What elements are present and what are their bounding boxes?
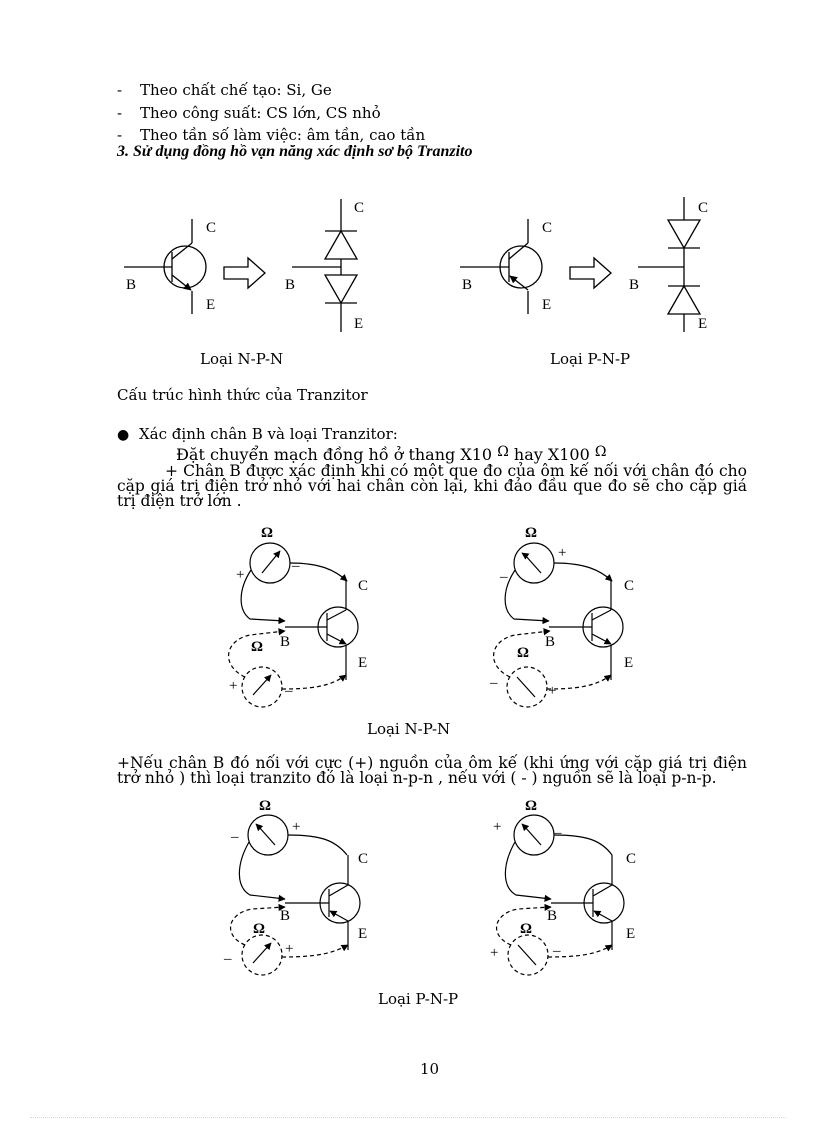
page-bottom-rule bbox=[30, 1117, 786, 1118]
terminal-label: B bbox=[547, 908, 558, 924]
polarity-sign: + bbox=[493, 819, 502, 835]
polarity-sign: + bbox=[548, 683, 557, 699]
polarity-sign: + bbox=[229, 678, 238, 694]
terminal-label: E bbox=[206, 297, 216, 313]
terminal-label: E bbox=[354, 316, 364, 332]
caption-meas-pnp: Loại P-N-P bbox=[378, 990, 459, 1008]
terminal-label: B bbox=[462, 277, 473, 293]
list-marker: - bbox=[117, 104, 123, 122]
terminal-label: C bbox=[206, 220, 217, 236]
rule-type-paragraph: +Nếu chân B đó nối với cực (+) nguồn của ôm kế (khi ứng với cặp giá trị điện trở nhỏ ) thì loại tranzito đó là loại n-p-n , nếu với ( - ) nguồn sẽ là loại p-n-p. bbox=[117, 754, 747, 787]
ohm-symbol: Ω bbox=[251, 639, 264, 655]
terminal-label: B bbox=[285, 277, 296, 293]
measurement-diagram-pnp bbox=[0, 795, 816, 990]
polarity-sign: – bbox=[224, 951, 232, 967]
scale-text-2: hay X100 bbox=[513, 445, 590, 464]
ohm-symbol: Ω bbox=[525, 525, 538, 541]
list-item bbox=[117, 126, 426, 144]
caption-npn: Loại N-P-N bbox=[200, 350, 284, 368]
terminal-label: E bbox=[626, 926, 636, 942]
hollow-arrow-icon bbox=[570, 258, 611, 288]
ohmmeter-icon bbox=[514, 815, 554, 855]
terminal-label: E bbox=[542, 297, 552, 313]
polarity-sign: – bbox=[292, 558, 300, 574]
list-item bbox=[117, 104, 381, 122]
terminal-label: C bbox=[698, 200, 709, 216]
list-marker: - bbox=[117, 126, 123, 144]
terminal-label: C bbox=[626, 851, 637, 867]
ohmmeter-icon bbox=[514, 543, 554, 583]
polarity-sign: – bbox=[285, 683, 293, 699]
ohm-symbol: Ω bbox=[497, 444, 509, 460]
bullet-heading: Xác định chân B và loại Tranzitor: bbox=[139, 425, 398, 443]
polarity-sign: + bbox=[490, 945, 499, 961]
structure-caption: Cấu trúc hình thức của Tranzitor bbox=[117, 386, 368, 404]
ohmmeter-icon bbox=[508, 935, 548, 975]
ohmmeter-icon bbox=[242, 935, 282, 975]
polarity-sign: – bbox=[553, 943, 561, 959]
polarity-sign: – bbox=[490, 675, 498, 691]
terminal-label: C bbox=[624, 578, 635, 594]
hollow-arrow-icon bbox=[224, 258, 265, 288]
list-item-text: Theo công suất: CS lớn, CS nhỏ bbox=[140, 104, 381, 122]
caption-meas-npn: Loại N-P-N bbox=[367, 720, 451, 738]
terminal-label: B bbox=[126, 277, 137, 293]
scale-text-1: Đặt chuyển mạch đồng hồ ở thang X10 bbox=[176, 445, 493, 464]
list-item-text: Theo tần số làm việc: âm tần, cao tần bbox=[140, 126, 426, 144]
ohm-symbol: Ω bbox=[253, 921, 266, 937]
polarity-sign: + bbox=[292, 819, 301, 835]
polarity-sign: – bbox=[554, 825, 562, 841]
bullet-dot-icon: ● bbox=[117, 427, 130, 443]
terminal-label: C bbox=[358, 851, 369, 867]
terminal-label: C bbox=[354, 200, 365, 216]
terminal-label: E bbox=[698, 316, 708, 332]
polarity-sign: – bbox=[500, 569, 508, 585]
list-item bbox=[117, 81, 332, 99]
ohm-symbol: Ω bbox=[525, 798, 538, 814]
terminal-label: B bbox=[545, 634, 556, 650]
terminal-label: B bbox=[629, 277, 640, 293]
list-marker: - bbox=[117, 81, 123, 99]
polarity-sign: + bbox=[236, 567, 245, 583]
terminal-label: B bbox=[280, 908, 291, 924]
caption-pnp: Loại P-N-P bbox=[550, 350, 631, 368]
polarity-sign: – bbox=[231, 829, 239, 845]
page-number: 10 bbox=[420, 1060, 440, 1078]
npn-transistor-icon bbox=[124, 219, 206, 314]
terminal-label: C bbox=[542, 220, 553, 236]
terminal-label: B bbox=[280, 634, 291, 650]
polarity-sign: + bbox=[285, 941, 294, 957]
ohmmeter-icon bbox=[242, 667, 282, 707]
ohmmeter-icon bbox=[507, 667, 547, 707]
ohm-symbol: Ω bbox=[594, 444, 607, 460]
ohmmeter-icon bbox=[248, 815, 288, 855]
ohm-symbol: Ω bbox=[517, 645, 530, 661]
ohm-symbol: Ω bbox=[259, 798, 272, 814]
terminal-label: E bbox=[624, 655, 634, 671]
ohm-symbol: Ω bbox=[520, 921, 533, 937]
list-item-text: Theo chất chế tạo: Si, Ge bbox=[140, 81, 332, 99]
polarity-sign: + bbox=[558, 545, 567, 561]
section-heading: 3. Sử dụng đồng hồ vạn năng xác định sơ bộ Tranzito bbox=[117, 143, 473, 160]
ohm-symbol: Ω bbox=[261, 525, 274, 541]
npn-diode-equivalent-icon bbox=[292, 199, 357, 332]
terminal-label: C bbox=[358, 578, 369, 594]
measurement-diagram-npn bbox=[0, 515, 816, 715]
pnp-diode-equivalent-icon bbox=[638, 197, 700, 332]
bullet-item bbox=[117, 425, 398, 444]
rule-b-paragraph: + Chân B được xác định khi có một que đo của ôm kế nối với chân đó cho cặp giá trị điện trở nhỏ với hai chân còn lại, khi đảo đầu que đo sẽ cho cặp giá trị điện trở lớn . bbox=[117, 462, 747, 510]
pnp-transistor-icon bbox=[460, 219, 542, 314]
terminal-label: E bbox=[358, 926, 368, 942]
terminal-label: E bbox=[358, 655, 368, 671]
transistor-structure-diagram bbox=[0, 185, 816, 380]
